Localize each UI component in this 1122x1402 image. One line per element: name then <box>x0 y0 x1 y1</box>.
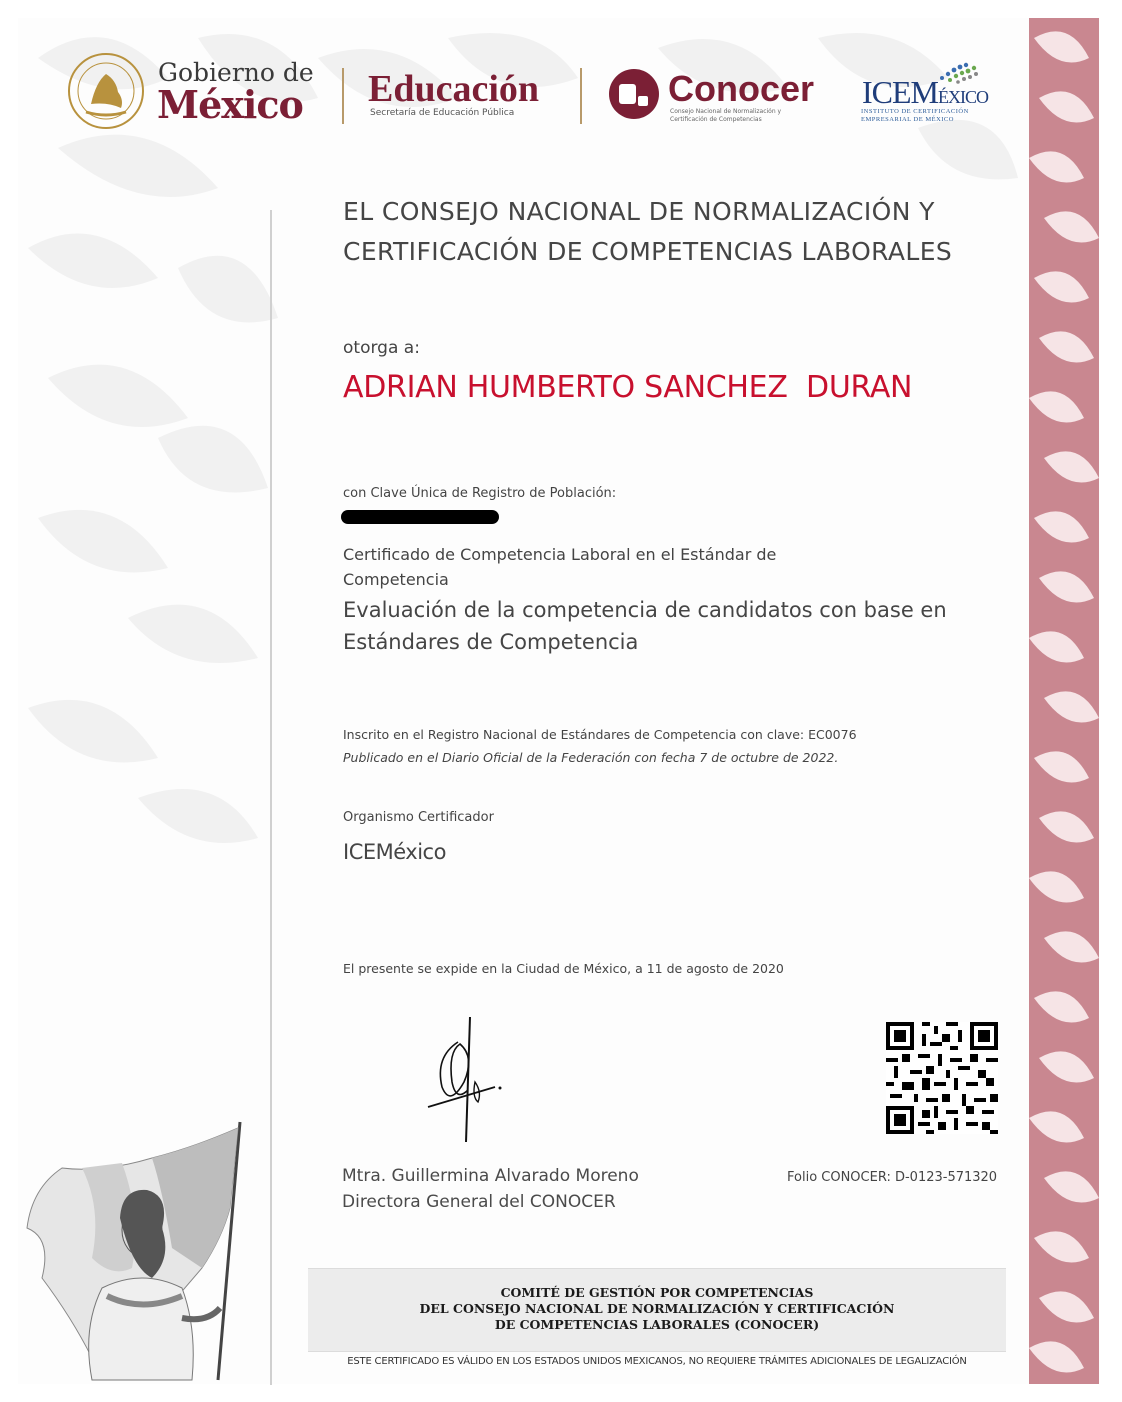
signer-name: Mtra. Guillermina Alvarado Moreno <box>342 1166 639 1186</box>
vertical-divider <box>270 210 272 1385</box>
comite-text <box>308 1269 1006 1333</box>
comite-line3: DE COMPETENCIAS LABORALES (CONOCER) <box>494 1317 820 1332</box>
publication-date: Publicado en el Diario Oficial de la Federación con fecha 7 de octubre de 2022. <box>343 750 839 765</box>
decorative-right-border <box>1029 18 1099 1384</box>
flag-woman-illustration <box>22 1118 252 1386</box>
conocer-logo-icon <box>608 68 660 120</box>
signer-role: Directora General del CONOCER <box>342 1192 616 1212</box>
header-separator <box>342 68 344 124</box>
organismo-name: ICEMéxico <box>343 840 446 864</box>
recipient-name: ADRIAN HUMBERTO SANCHEZ DURAN <box>343 370 913 405</box>
border-leaf-pattern <box>1029 18 1099 1384</box>
icem-subtitle: INSTITUTO DE CERTIFICACIÓN EMPRESARIAL DE MÉXICO <box>861 108 969 123</box>
gobierno-de-mexico-line1: Gobierno de <box>158 58 314 87</box>
certificate-type-label: Certificado de Competencia Laboral en el Estándar de Competencia <box>343 545 777 589</box>
qr-code[interactable] <box>886 1022 998 1134</box>
otorga-label: otorga a: <box>343 338 420 358</box>
folio-conocer: Folio CONOCER: D-0123-571320 <box>787 1170 998 1185</box>
issue-place-date: El presente se expide en la Ciudad de México, a 11 de agosto de 2020 <box>343 961 784 976</box>
organismo-label: Organismo Certificador <box>343 810 494 825</box>
curp-redaction-bar <box>341 510 499 524</box>
icem-suffix: ÉXICO <box>938 87 988 107</box>
gobierno-de-mexico-line2: México <box>157 82 303 127</box>
comite-box <box>308 1268 1006 1352</box>
mexico-coat-of-arms-icon <box>66 52 146 130</box>
icem-main: ICEM <box>862 74 938 110</box>
registry-clave: Inscrito en el Registro Nacional de Estándares de Competencia con clave: EC0076 <box>343 727 857 742</box>
educacion-logo-text: Educación <box>368 68 540 110</box>
signature <box>420 1012 510 1152</box>
conocer-subtitle: Consejo Nacional de Normalización y Certificación de Competencias <box>670 108 782 123</box>
comite-line2: DEL CONSEJO NACIONAL DE NORMALIZACIÓN Y CERTIFICACIÓN <box>419 1301 895 1316</box>
standard-name: Evaluación de la competencia de candidatos con base en Estándares de Competencia <box>343 598 947 654</box>
validity-note: ESTE CERTIFICADO ES VÁLIDO EN LOS ESTADOS UNIDOS MEXICANOS, NO REQUIERE TRÁMITES ADICIONALES DE LEGALIZACIÓN <box>347 1356 967 1367</box>
educacion-subtitle: Secretaría de Educación Pública <box>370 108 515 118</box>
conocer-logo-text: Conocer <box>668 68 815 109</box>
curp-label: con Clave Única de Registro de Población: <box>343 486 617 501</box>
header-separator <box>580 68 582 124</box>
issuer-title: EL CONSEJO NACIONAL DE NORMALIZACIÓN Y CERTIFICACIÓN DE COMPETENCIAS LABORALES <box>343 197 953 266</box>
icem-logo-text <box>862 74 988 111</box>
comite-line1: COMITÉ DE GESTIÓN POR COMPETENCIAS <box>500 1285 814 1300</box>
